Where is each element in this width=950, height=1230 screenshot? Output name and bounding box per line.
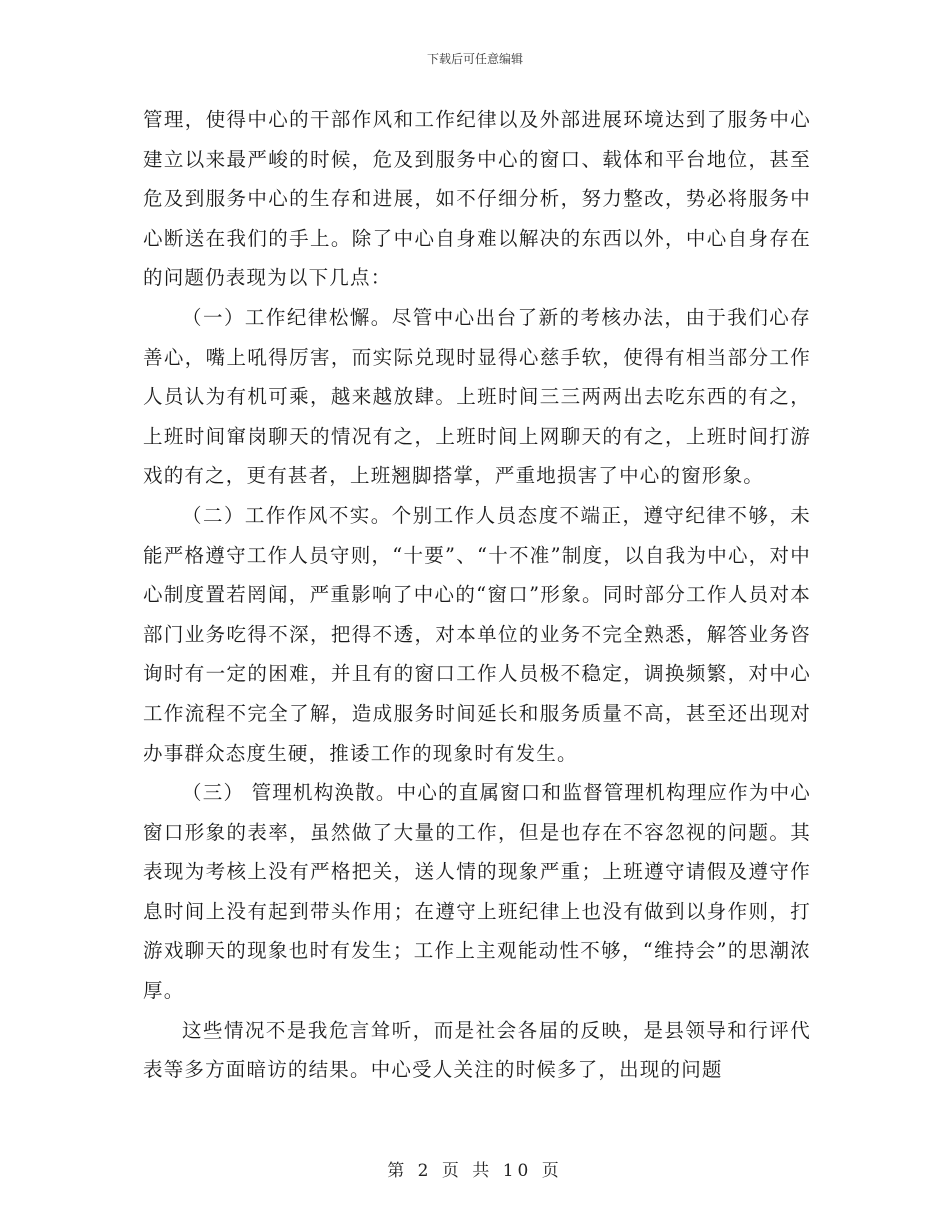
paragraph-conclusion: 这些情况不是我危言耸听，而是社会各届的反映，是县领导和行评代表等多方面暗访的结果。中心受人关注的时候多了，出现的问题 <box>143 1018 811 1082</box>
paragraph-point-2: （二）工作作风不实。个别工作人员态度不端正，遵守纪律不够，未能严格遵守工作人员守则，“十要”、“十不准”制度，以自我为中心，对中心制度置若罔闻，严重影响了中心的“窗口”形象。同时部分工作人员对本部门业务吃得不深，把得不透，对本单位的业务不完全熟悉，解答业务咨询时有一定的困难，并且有的窗口工作人员极不稳定，调换频繁，对中心工作流程不完全了解，造成服务时间延长和服务质量不高，甚至还出现对办事群众态度生硬，推诿工作的现象时有发生。 <box>143 503 811 765</box>
page-header-note: 下载后可任意编辑 <box>426 52 523 66</box>
paragraph-point-1: （一）工作纪律松懈。尽管中心出台了新的考核办法，由于我们心存善心，嘴上吼得厉害，而实际兑现时显得心慈手软，使得有相当部分工作人员认为有机可乘，越来越放肆。上班时间三三两两出去吃东西的有之，上班时间窜岗聊天的情况有之，上班时间上网聊天的有之，上班时间打游戏的有之，更有甚者，上班翘脚搭掌，严重地损害了中心的窗形象。 <box>143 305 811 488</box>
document-body <box>143 100 811 1090</box>
page-number-footer: 第 2 页 共 10 页 <box>387 1161 563 1181</box>
paragraph-intro: 管理，使得中心的干部作风和工作纪律以及外部进展环境达到了服务中心建立以来最严峻的时候，危及到服务中心的窗口、载体和平台地位，甚至危及到服务中心的生存和进展，如不仔细分析，努力整改，势必将服务中心断送在我们的手上。除了中心自身难以解决的东西以外，中心自身存在的问题仍表现为以下几点： <box>143 108 811 290</box>
paragraph-point-3: （三） 管理机构涣散。中心的直属窗口和监督管理机构理应作为中心窗口形象的表率，虽然做了大量的工作，但是也存在不容忽视的问题。其表现为考核上没有严格把关，送人情的现象严重；上班遵守请假及遵守作息时间上没有起到带头作用；在遵守上班纪律上也没有做到以身作则，打游戏聊天的现象也时有发生；工作上主观能动性不够，“维持会”的思潮浓厚。 <box>143 781 811 1003</box>
